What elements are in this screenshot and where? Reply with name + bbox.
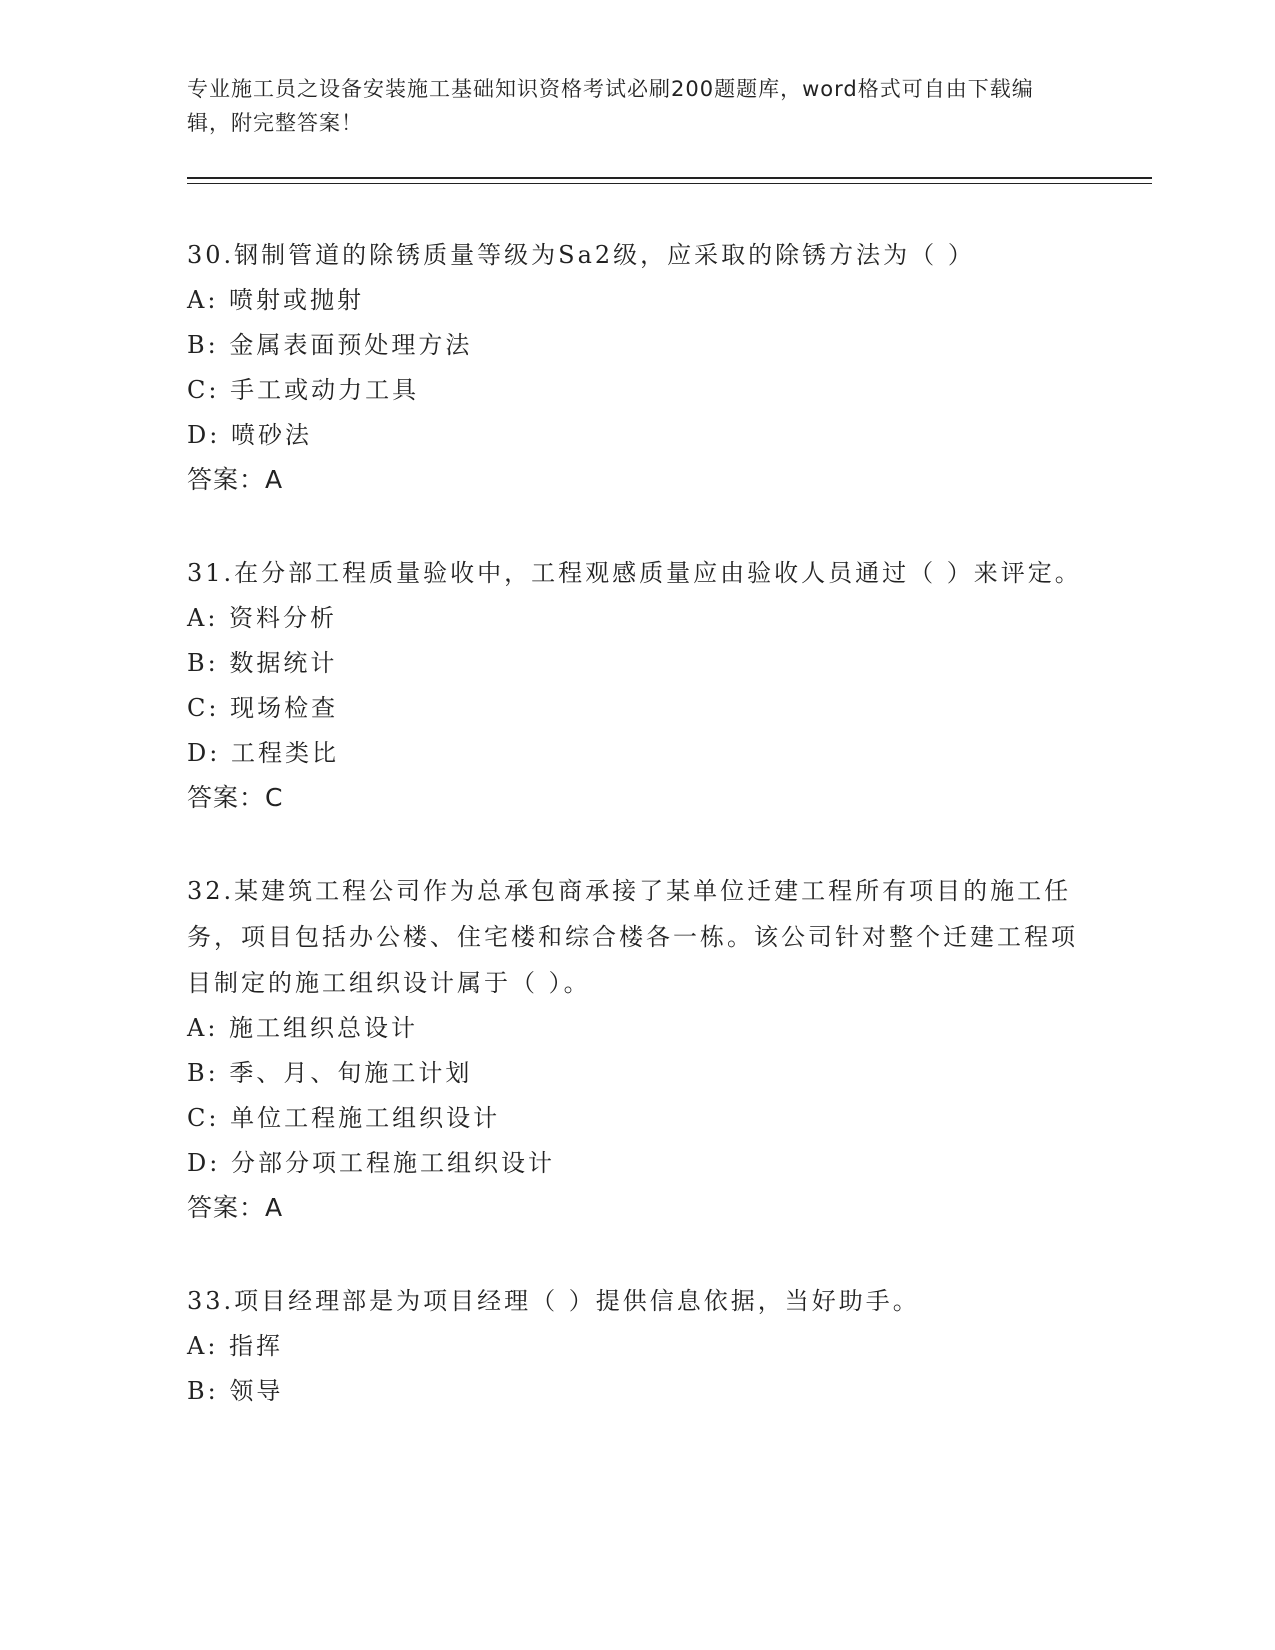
question-list [187, 232, 1087, 1462]
question-31 [187, 550, 1087, 820]
option-a: A: 指挥 [187, 1332, 284, 1360]
question-30 [187, 232, 1087, 502]
option-c: C: 手工或动力工具 [187, 376, 420, 404]
answer-label: 答案：A [187, 1193, 284, 1222]
option-a: A: 施工组织总设计 [187, 1014, 419, 1042]
answer-label: 答案：C [187, 783, 284, 812]
option-b: B: 领导 [187, 1377, 284, 1405]
option-d: D: 分部分项工程施工组织设计 [187, 1149, 555, 1177]
option-a: A: 资料分析 [187, 604, 338, 632]
answer-label: 答案：A [187, 465, 284, 494]
option-b: B: 金属表面预处理方法 [187, 331, 473, 359]
question-text: 33.项目经理部是为项目经理（ ）提供信息依据，当好助手。 [187, 1287, 920, 1315]
question-33 [187, 1278, 1087, 1414]
option-b: B: 数据统计 [187, 649, 338, 677]
option-c: C: 单位工程施工组织设计 [187, 1104, 501, 1132]
option-b: B: 季、月、旬施工计划 [187, 1059, 473, 1087]
question-text: 32.某建筑工程公司作为总承包商承接了某单位迁建工程所有项目的施工任务，项目包括办公楼、住宅楼和综合楼各一栋。该公司针对整个迁建工程项目制定的施工组织设计属于（ ）。 [187, 877, 1078, 997]
option-d: D: 喷砂法 [187, 421, 312, 449]
question-32 [187, 868, 1087, 1230]
option-a: A: 喷射或抛射 [187, 286, 365, 314]
header-divider-thin [187, 183, 1152, 184]
document-header: 专业施工员之设备安装施工基础知识资格考试必刷200题题库，word格式可自由下载编辑，附完整答案！ [187, 77, 1034, 135]
header-divider-thick [187, 177, 1152, 179]
question-text: 30.钢制管道的除锈质量等级为Sa2级，应采取的除锈方法为（ ） [187, 241, 975, 269]
option-d: D: 工程类比 [187, 739, 339, 767]
question-text: 31.在分部工程质量验收中，工程观感质量应由验收人员通过（ ）来评定。 [187, 559, 1082, 587]
option-c: C: 现场检查 [187, 694, 339, 722]
